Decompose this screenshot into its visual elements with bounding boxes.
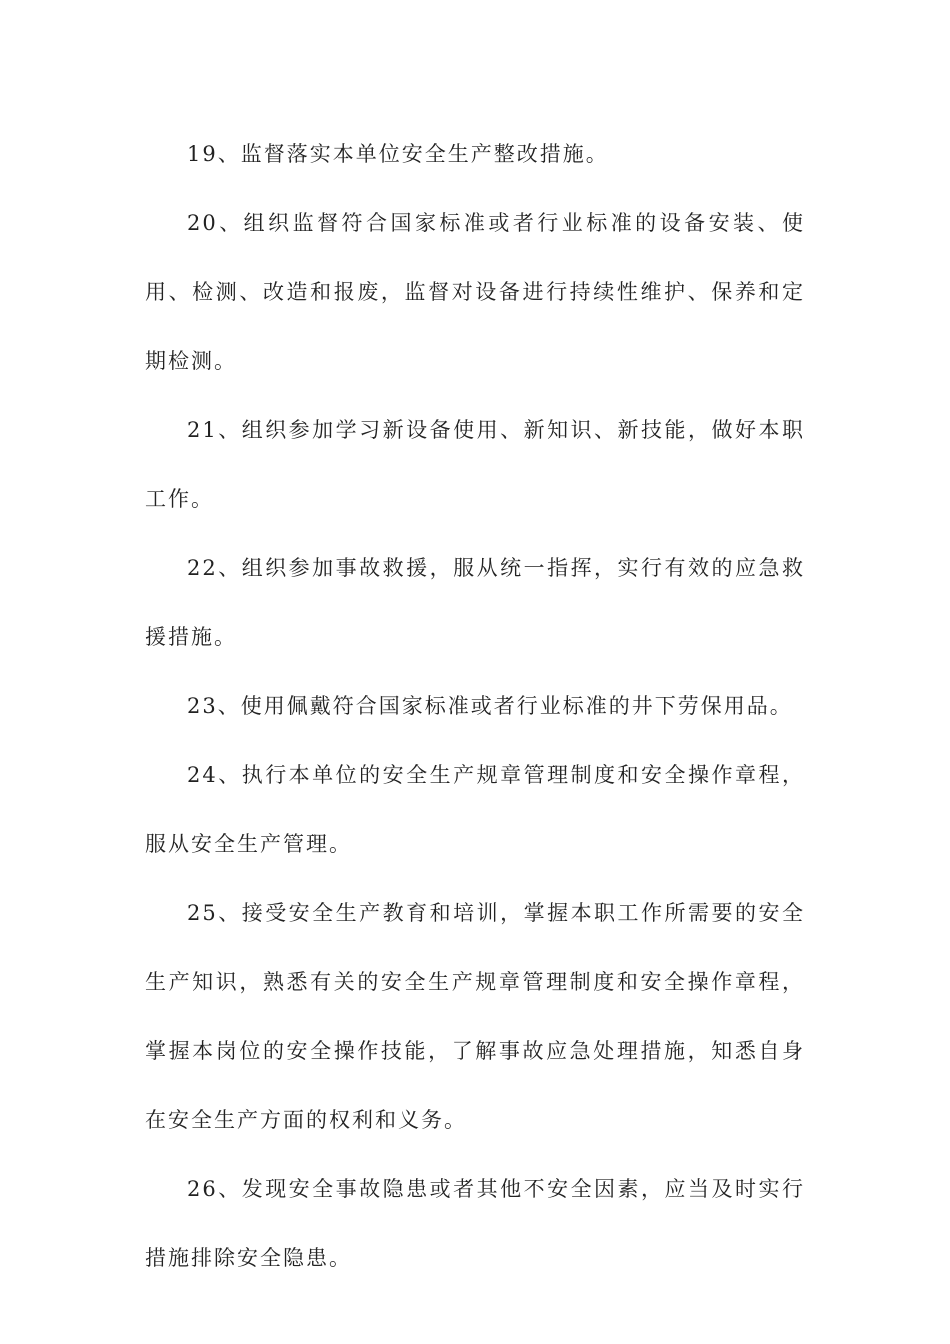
paragraph-item-20: 20、组织监督符合国家标准或者行业标准的设备安装、使用、检测、改造和报废，监督对设备进行持续性维护、保养和定期检测。 <box>145 211 805 373</box>
paragraph-item-23: 23、使用佩戴符合国家标准或者行业标准的井下劳保用品。 <box>187 694 793 718</box>
paragraph-item-19: 19、监督落实本单位安全生产整改措施。 <box>187 142 609 166</box>
paragraph-item-22: 22、组织参加事故救援，服从统一指挥，实行有效的应急救援措施。 <box>145 556 805 649</box>
paragraph-item-21: 21、组织参加学习新设备使用、新知识、新技能，做好本职工作。 <box>145 418 805 511</box>
paragraph-item-25: 25、接受安全生产教育和培训，掌握本职工作所需要的安全生产知识，熟悉有关的安全生产规章管理制度和安全操作章程，掌握本岗位的安全操作技能，了解事故应急处理措施，知悉自身在安全生产方面的权利和义务。 <box>145 901 805 1132</box>
paragraph-item-26: 26、发现安全事故隐患或者其他不安全因素，应当及时实行措施排除安全隐患。 <box>145 1177 805 1270</box>
document-body <box>145 120 805 1293</box>
paragraph-item-24: 24、执行本单位的安全生产规章管理制度和安全操作章程，服从安全生产管理。 <box>145 763 805 856</box>
